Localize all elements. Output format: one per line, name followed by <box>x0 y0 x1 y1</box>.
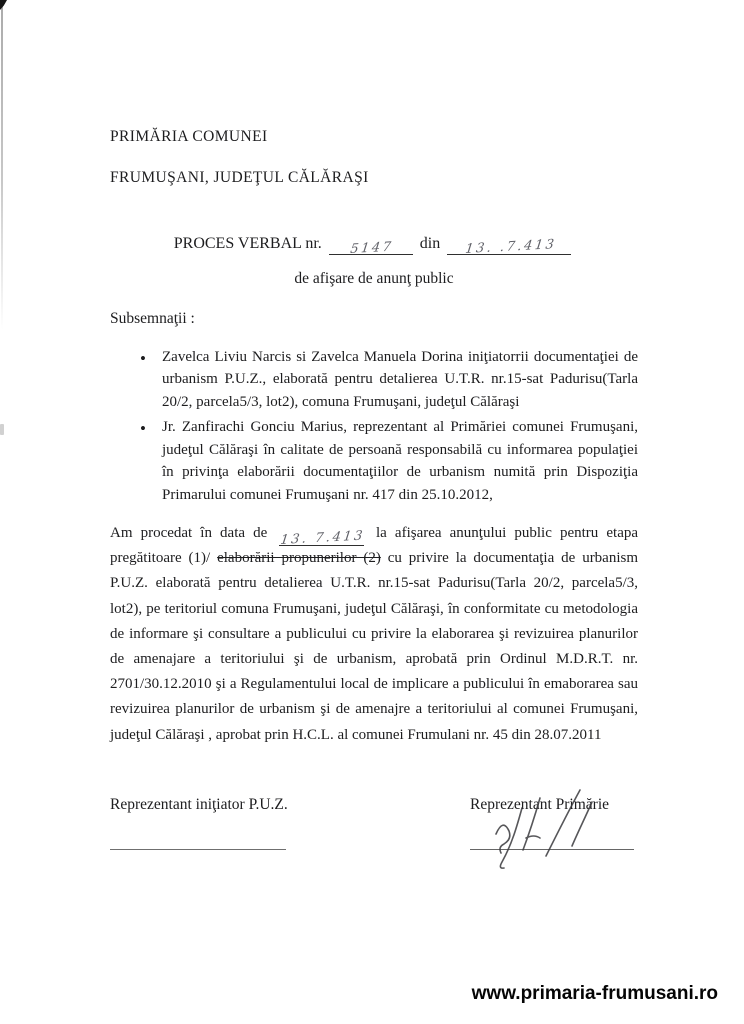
signature-primarie-line <box>470 849 634 850</box>
main-paragraph <box>110 521 638 748</box>
list-item: • Jr. Zanfirachi Gonciu Marius, reprezentant al Primăriei comunei Frumuşani, judeţul Călăraşi în calitate de persoană responsabilă cu informarea populaţiei în privinţa elaborării documentaţiilor de urbanism numită prin Dispoziţia Primarului comunei Frumuşani nr. 417 din 25.10.2012, <box>140 416 638 506</box>
signature-initiator-line <box>110 849 286 850</box>
signature-primarie-block <box>470 794 638 850</box>
intro-label: Subsemnaţii : <box>110 309 195 327</box>
scan-fleck <box>0 424 4 435</box>
number-blank-field <box>329 237 413 258</box>
signatories-list <box>110 346 638 507</box>
document-body <box>110 126 638 850</box>
paragraph-after-date: la afişarea anunţului public pentru etapa pregătitoare (1)/ <box>110 525 639 567</box>
din-label: din <box>419 234 441 252</box>
letterhead-line-1: PRIMĂRIA COMUNEI <box>110 128 268 145</box>
inline-date-blank-field <box>279 528 367 549</box>
handwritten-date: 13. .7.413 <box>464 237 557 258</box>
title-row <box>110 232 638 258</box>
paragraph-before-date: Am procedat în data de <box>110 525 268 542</box>
website-url: www.primaria-frumusani.ro <box>471 983 718 1004</box>
scan-edge-artifact <box>1 0 3 330</box>
signature-row <box>110 794 638 850</box>
signature-initiator-label: Reprezentant iniţiator P.U.Z. <box>110 795 288 813</box>
letterhead-line-2: FRUMUŞANI, JUDEŢUL CĂLĂRAŞI <box>110 169 369 187</box>
signature-initiator-block <box>110 794 340 850</box>
title-label: PROCES VERBAL nr. <box>173 234 322 252</box>
scan-corner-mark <box>0 0 7 10</box>
list-item: • Zavelca Liviu Narcis si Zavelca Manuela Dorina iniţiatorrii documentaţiei de urbanism P.U.Z., elaborată pentru detalierea U.T.R. nr.15-sat Padurisu(Tarla 20/2, parcela5/3, lot2), comuna Frumuşani, judeţul Călăraşi <box>140 346 638 414</box>
struck-text: elaborării propunerilor (2) <box>217 550 381 567</box>
title-subtitle: de afişare de anunţ public <box>294 270 454 288</box>
handwritten-number: 5147 <box>349 239 395 258</box>
signature-primarie-label: Reprezentant Primărie <box>470 795 610 813</box>
date-blank-field <box>447 237 571 258</box>
handwritten-inline-date: 13. 7.413 <box>279 528 367 549</box>
paragraph-after-struck: cu privire la documentaţia de urbanism P.U.Z. elaborată pentru detalierea U.T.R. nr.15-sat Padurisu(Tarla 20/2, parcela5/3, lot2), pe teritoriul comuna Frumuşani, judeţul Călăraşi, în conformitate cu metodologia de informare şi consultare a publicului cu privire la elaborarea şi revizuirea planurilor de amenajare a teritoriului şi de urbanism, aprobată prin Ordinul M.D.R.T. nr. 2701/30.12.2010 şi a Regulamentului local de implicare a publicului în emaborarea sau revizuirea planurilor de urbanism şi de amenajre a teritoriului al comunei Frumuşani, judeţul Călăraşi , aprobat prin H.C.L. al comunei Frumulani nr. 45 din 28.07.2011 <box>110 550 639 743</box>
